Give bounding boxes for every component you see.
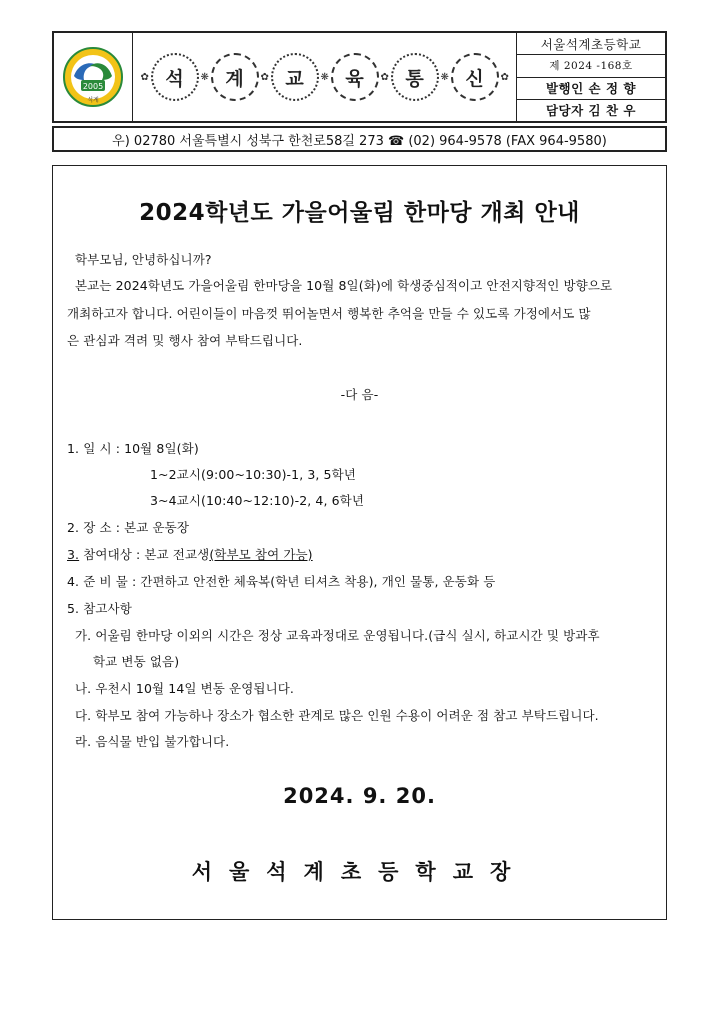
item-target-number: 3. bbox=[67, 547, 80, 562]
school-logo-icon bbox=[62, 46, 124, 108]
item-preparation: 4. 준 비 물 : 간편하고 안전한 체육복(학년 티셔츠 착용), 개인 물통, 운동화 등 bbox=[67, 574, 496, 589]
svg-text:석계: 석계 bbox=[87, 97, 99, 104]
title-char-3: 교 bbox=[271, 53, 319, 101]
item-target-paren: (학부모 참여 가능) bbox=[209, 547, 313, 562]
title-char-4: 육 bbox=[331, 53, 379, 101]
item-target-label: 참여대상 : 본교 전교생 bbox=[79, 547, 210, 562]
svg-text:2005: 2005 bbox=[82, 82, 104, 91]
da-eum-heading: -다 음- bbox=[340, 387, 379, 402]
school-name: 서울석계초등학교 bbox=[517, 33, 665, 55]
note-na: 나. 우천시 10월 14일 변동 운영됩니다. bbox=[75, 681, 295, 696]
note-ra: 라. 음식물 반입 불가합니다. bbox=[75, 734, 230, 749]
item-date-period-2: 3~4교시(10:40~12:10)-2, 4, 6학년 bbox=[150, 493, 365, 508]
publisher: 발행인 손 정 향 bbox=[517, 78, 665, 100]
greeting: 학부모님, 안녕하십니까? bbox=[75, 252, 212, 267]
intro-line-1: 본교는 2024학년도 가을어울림 한마당을 10월 8일(화)에 학생중심적이고 안전지향적인 방향으로 bbox=[75, 278, 613, 293]
title-char-6: 신 bbox=[451, 53, 499, 101]
item-date: 1. 일 시 : 10월 8일(화) bbox=[67, 441, 199, 456]
note-da: 다. 학부모 참여 가능하나 장소가 협소한 관계로 많은 인원 수용이 어려운 점 참고 부탁드립니다. bbox=[75, 708, 599, 723]
newsletter-header bbox=[52, 31, 667, 123]
newsletter-title: ✿ 석 ❋ 계 ✿ 교 ❋ 육 ✿ 통 ❋ 신 ✿ bbox=[133, 33, 517, 121]
editor: 담당자 김 찬 우 bbox=[545, 103, 636, 119]
notice-date: 2024. 9. 20. bbox=[283, 784, 436, 808]
issue-number: 제 2024 -168호 bbox=[517, 55, 665, 77]
title-char-5: 통 bbox=[391, 53, 439, 101]
principal-signature: 서울석계초등학교장 bbox=[191, 860, 528, 884]
note-ga-line-1: 가. 어울림 한마당 이외의 시간은 정상 교육과정대로 운영됩니다.(급식 실시, 하교시간 및 방과후 bbox=[75, 628, 600, 643]
item-target bbox=[67, 545, 313, 563]
intro-line-3: 은 관심과 격려 및 행사 참여 부탁드립니다. bbox=[67, 333, 303, 348]
notice-body bbox=[52, 165, 667, 920]
school-address: 우) 02780 서울특별시 성북구 한천로58길 273 ☎ (02) 964-9578 (FAX 964-9580) bbox=[52, 126, 667, 152]
notice-title: 2024학년도 가을어울림 한마당 개최 안내 bbox=[139, 200, 580, 226]
title-char-1: 석 bbox=[151, 53, 199, 101]
school-logo-cell bbox=[54, 33, 133, 121]
item-date-period-1: 1~2교시(9:00~10:30)-1, 3, 5학년 bbox=[150, 467, 356, 482]
item-place: 2. 장 소 : 본교 운동장 bbox=[67, 520, 190, 535]
note-ga-line-2: 학교 변동 없음) bbox=[93, 654, 180, 669]
title-char-2: 계 bbox=[211, 53, 259, 101]
intro-line-2: 개최하고자 합니다. 어린이들이 마음껏 뛰어놀면서 행복한 추억을 만들 수 있도록 가정에서도 많 bbox=[67, 306, 591, 321]
issue-info bbox=[517, 33, 665, 121]
item-notes-title: 5. 참고사항 bbox=[67, 601, 132, 616]
